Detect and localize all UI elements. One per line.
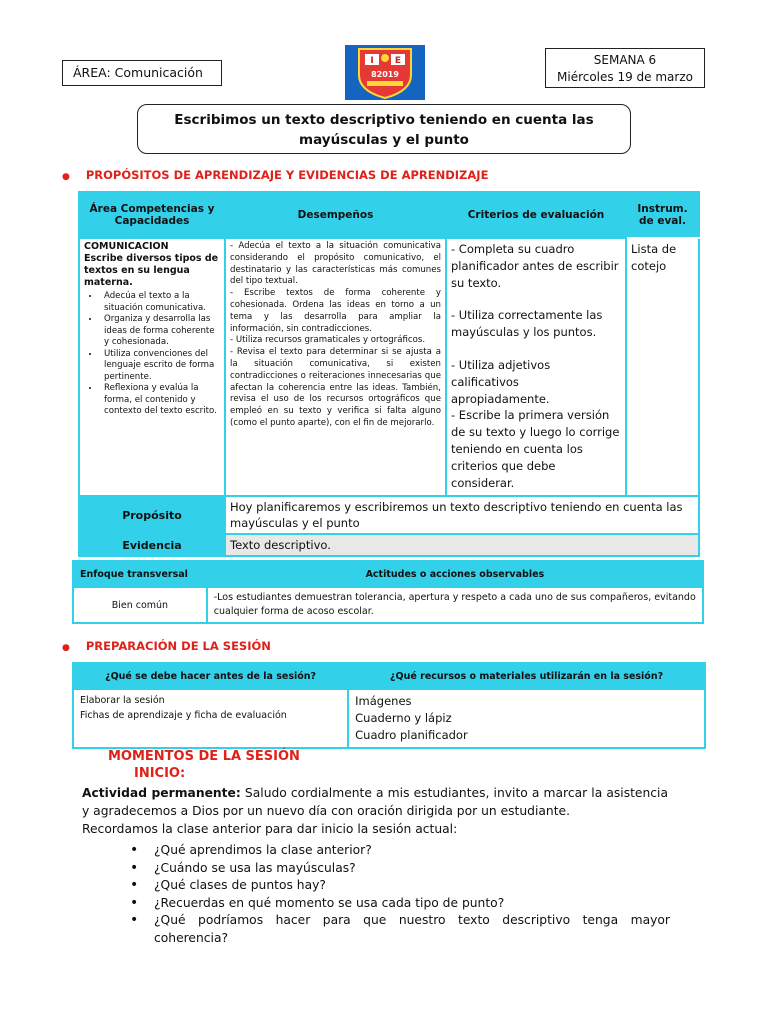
performance-item: - Utiliza recursos gramaticales y ortográficos. [230, 335, 426, 346]
approach-name: Bien común [73, 587, 207, 623]
list-item: Imágenes [355, 694, 412, 708]
table-row [73, 689, 705, 748]
activity-text: Saludo cordialmente a mis estudiantes, invito a marcar la asistencia y agradecemos a Dios por un nuevo día con oración dirigida por un estudiante. [82, 786, 669, 818]
table-header-row [73, 663, 705, 689]
section-heading-text: PREPARACIÓN DE LA SESIÓN [85, 639, 271, 653]
title-line-1: Escribimos un texto descriptivo teniendo en cuenta las [174, 112, 594, 128]
evidence-row [79, 534, 699, 556]
section-heading-text: PROPÓSITOS DE APRENDIZAJE Y EVIDENCIAS DE APRENDIZAJE [85, 168, 489, 182]
school-logo [345, 45, 425, 100]
list-item: Fichas de aprendizaje y ficha de evaluación [80, 710, 287, 721]
title-line-2: mayúsculas y el punto [299, 132, 469, 148]
logo-letter-e: E [394, 56, 402, 66]
section-heading-preparation [62, 639, 271, 653]
questions-list [130, 842, 670, 948]
recall-text: Recordamos la clase anterior para dar inicio la sesión actual: [82, 822, 458, 836]
logo-letter-i: I [370, 56, 374, 66]
table-header-row [73, 561, 703, 587]
before-session-cell [73, 689, 348, 748]
list-item: • Organiza y desarrolla las ideas de forma coherente y cohesionada. [100, 314, 220, 349]
list-item: Cuaderno y lápiz [355, 711, 452, 725]
col-criteria: Criterios de evaluación [446, 192, 626, 238]
table-row [73, 587, 703, 623]
area-title: COMUNICACION [84, 241, 169, 252]
logo-number: 82019 [371, 70, 399, 79]
moments-title: MOMENTOS DE LA SESIÓN [108, 749, 300, 764]
materials-cell [348, 689, 705, 748]
performance-item: - Escribe textos de forma coherente y cohesionada. Ordena las ideas en torno a un tema y las desarrolla para ampliar la información, sin contradicciones. [230, 288, 441, 334]
col-attitudes: Actitudes o acciones observables [207, 561, 703, 587]
capacities-list [84, 291, 220, 418]
list-item: • ¿Recuerdas en qué momento se usa cada tipo de punto? [130, 895, 670, 913]
bullet-icon: ● [62, 643, 70, 653]
instrument-cell: Lista de cotejo [626, 238, 699, 496]
list-item: • Utiliza convenciones del lenguaje escrito de forma pertinente. [100, 349, 220, 384]
criterion-item: - Utiliza correctamente las mayúsculas y los puntos. [451, 308, 603, 340]
table-header-row [79, 192, 699, 238]
col-approach: Enfoque transversal [73, 561, 207, 587]
session-preparation-table [72, 662, 706, 749]
col-instrument: Instrum. de eval. [626, 192, 699, 238]
list-item: Cuadro planificador [355, 728, 468, 742]
performance-item: - Revisa el texto para determinar si se ajusta a la situación comunicativa, si existen contradicciones o reiteraciones innecesarias que afectan la coherencia entre las ideas. También, revisa el uso de los recursos ortográficos que empleó en su texto y verifica si falta alguno (como el punto aparte), con el fin de mejorarlo. [230, 347, 441, 428]
criteria-cell [446, 238, 626, 496]
col-before-session: ¿Qué se debe hacer antes de la sesión? [73, 663, 348, 689]
table-row [79, 238, 699, 496]
list-item: • ¿Qué clases de puntos hay? [130, 877, 670, 895]
criterion-item: - Completa su cuadro planificador antes de escribir su texto. [451, 242, 619, 290]
list-item: • Adecúa el texto a la situación comunicativa. [100, 291, 220, 314]
activity-label: Actividad permanente: [82, 786, 241, 800]
performances-cell [225, 238, 446, 496]
activity-paragraph [82, 784, 668, 838]
purpose-text: Hoy planificaremos y escribiremos un texto descriptivo teniendo en cuenta las mayúsculas y el punto [225, 496, 699, 534]
section-heading-purposes [62, 168, 488, 182]
bullet-icon: ● [62, 172, 70, 182]
col-performances: Desempeños [225, 192, 446, 238]
session-title [137, 104, 631, 154]
list-item: • ¿Cuándo se usa las mayúsculas? [130, 860, 670, 878]
learning-purposes-table [78, 191, 700, 557]
approach-attitude: -Los estudiantes demuestran tolerancia, apertura y respeto a cada uno de sus compañeros, evitando cualquier forma de acoso escolar. [207, 587, 703, 623]
col-materials: ¿Qué recursos o materiales utilizarán en la sesión? [348, 663, 705, 689]
list-item: • ¿Qué aprendimos la clase anterior? [130, 842, 670, 860]
week-date-box [545, 48, 705, 88]
evidence-text: Texto descriptivo. [225, 534, 699, 556]
list-item: Elaborar la sesión [80, 695, 165, 706]
criterion-item: - Escribe la primera versión de su texto y luego lo corrige teniendo en cuenta los criterios que debe considerar. [451, 408, 620, 490]
competences-cell [79, 238, 225, 496]
week-label: SEMANA 6 [593, 53, 657, 67]
list-item: • ¿Qué podríamos hacer para que nuestro texto descriptivo tenga mayor coherencia? [130, 912, 670, 947]
col-area-competences: Área Competencias y Capacidades [79, 192, 225, 238]
performance-item: - Adecúa el texto a la situación comunicativa considerando el propósito comunicativo, el destinatario y las características más comunes del tipo textual. [230, 241, 441, 287]
date-label: Miércoles 19 de marzo [557, 70, 693, 84]
evidence-label: Evidencia [79, 534, 225, 556]
purpose-row [79, 496, 699, 534]
criterion-item: - Utiliza adjetivos calificativos apropiadamente. [451, 357, 551, 406]
area-label: ÁREA: Comunicación [62, 60, 222, 86]
moments-heading [108, 748, 300, 782]
purpose-label: Propósito [79, 496, 225, 534]
start-label: INICIO: [134, 766, 186, 781]
competence-text: Escribe diversos tipos de textos en su lengua materna. [84, 253, 219, 288]
transversal-approach-table [72, 560, 704, 624]
list-item: • Reflexiona y evalúa la forma, el contenido y contexto del texto escrito. [100, 383, 220, 418]
